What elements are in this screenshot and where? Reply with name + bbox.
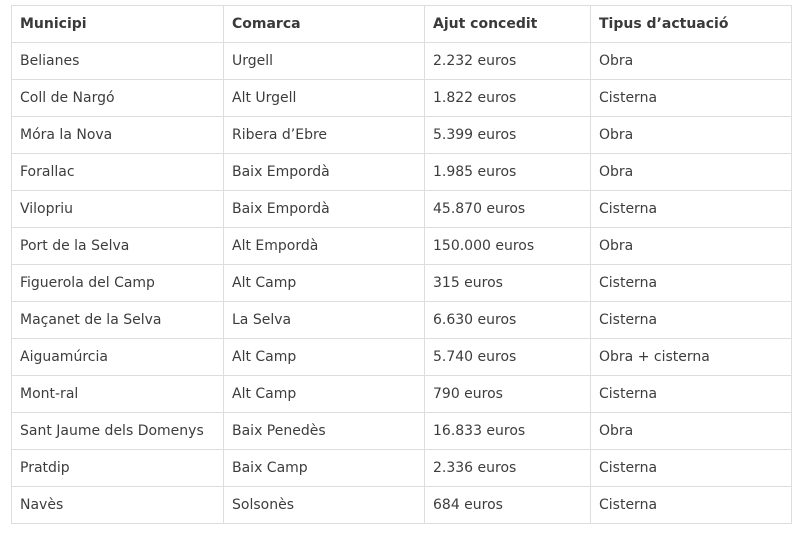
cell-tipus: Cisterna	[591, 376, 792, 413]
cell-comarca: Baix Camp	[224, 450, 425, 487]
table-row	[12, 228, 792, 265]
cell-comarca: Alt Camp	[224, 376, 425, 413]
header-tipus-actuacio: Tipus d’actuació	[591, 6, 792, 43]
cell-ajut: 2.336 euros	[425, 450, 591, 487]
cell-ajut: 150.000 euros	[425, 228, 591, 265]
cell-comarca: Alt Camp	[224, 339, 425, 376]
table-row	[12, 413, 792, 450]
cell-tipus: Obra	[591, 117, 792, 154]
cell-ajut: 684 euros	[425, 487, 591, 524]
table-row	[12, 265, 792, 302]
cell-tipus: Cisterna	[591, 191, 792, 228]
grants-table	[11, 5, 792, 524]
cell-municipi: Sant Jaume dels Domenys	[12, 413, 224, 450]
header-comarca: Comarca	[224, 6, 425, 43]
cell-tipus: Obra + cisterna	[591, 339, 792, 376]
table-row	[12, 339, 792, 376]
table-row	[12, 487, 792, 524]
cell-comarca: Solsonès	[224, 487, 425, 524]
cell-municipi: Vilopriu	[12, 191, 224, 228]
table-body	[12, 43, 792, 524]
table-row	[12, 117, 792, 154]
cell-municipi: Aiguamúrcia	[12, 339, 224, 376]
cell-municipi: Maçanet de la Selva	[12, 302, 224, 339]
cell-ajut: 790 euros	[425, 376, 591, 413]
cell-comarca: Ribera d’Ebre	[224, 117, 425, 154]
cell-municipi: Port de la Selva	[12, 228, 224, 265]
table-header	[12, 6, 792, 43]
cell-ajut: 1.822 euros	[425, 80, 591, 117]
table-row	[12, 80, 792, 117]
cell-ajut: 6.630 euros	[425, 302, 591, 339]
cell-tipus: Obra	[591, 43, 792, 80]
cell-municipi: Figuerola del Camp	[12, 265, 224, 302]
cell-municipi: Navès	[12, 487, 224, 524]
header-row	[12, 6, 792, 43]
cell-ajut: 16.833 euros	[425, 413, 591, 450]
cell-municipi: Mont-ral	[12, 376, 224, 413]
cell-municipi: Forallac	[12, 154, 224, 191]
cell-ajut: 5.399 euros	[425, 117, 591, 154]
cell-ajut: 315 euros	[425, 265, 591, 302]
cell-ajut: 5.740 euros	[425, 339, 591, 376]
header-municipi: Municipi	[12, 6, 224, 43]
cell-comarca: Baix Penedès	[224, 413, 425, 450]
cell-tipus: Cisterna	[591, 80, 792, 117]
table-row	[12, 154, 792, 191]
table-row	[12, 450, 792, 487]
cell-ajut: 1.985 euros	[425, 154, 591, 191]
cell-comarca: Baix Empordà	[224, 191, 425, 228]
cell-comarca: Urgell	[224, 43, 425, 80]
cell-comarca: Alt Urgell	[224, 80, 425, 117]
cell-tipus: Obra	[591, 228, 792, 265]
cell-tipus: Obra	[591, 413, 792, 450]
cell-tipus: Cisterna	[591, 450, 792, 487]
cell-municipi: Móra la Nova	[12, 117, 224, 154]
table-row	[12, 302, 792, 339]
cell-tipus: Cisterna	[591, 265, 792, 302]
cell-comarca: Alt Camp	[224, 265, 425, 302]
cell-municipi: Pratdip	[12, 450, 224, 487]
cell-tipus: Cisterna	[591, 487, 792, 524]
cell-comarca: Baix Empordà	[224, 154, 425, 191]
cell-comarca: La Selva	[224, 302, 425, 339]
table-row	[12, 191, 792, 228]
header-ajut-concedit: Ajut concedit	[425, 6, 591, 43]
cell-ajut: 2.232 euros	[425, 43, 591, 80]
cell-tipus: Obra	[591, 154, 792, 191]
cell-ajut: 45.870 euros	[425, 191, 591, 228]
cell-municipi: Belianes	[12, 43, 224, 80]
cell-comarca: Alt Empordà	[224, 228, 425, 265]
table-row	[12, 43, 792, 80]
cell-municipi: Coll de Nargó	[12, 80, 224, 117]
cell-tipus: Cisterna	[591, 302, 792, 339]
table-row	[12, 376, 792, 413]
